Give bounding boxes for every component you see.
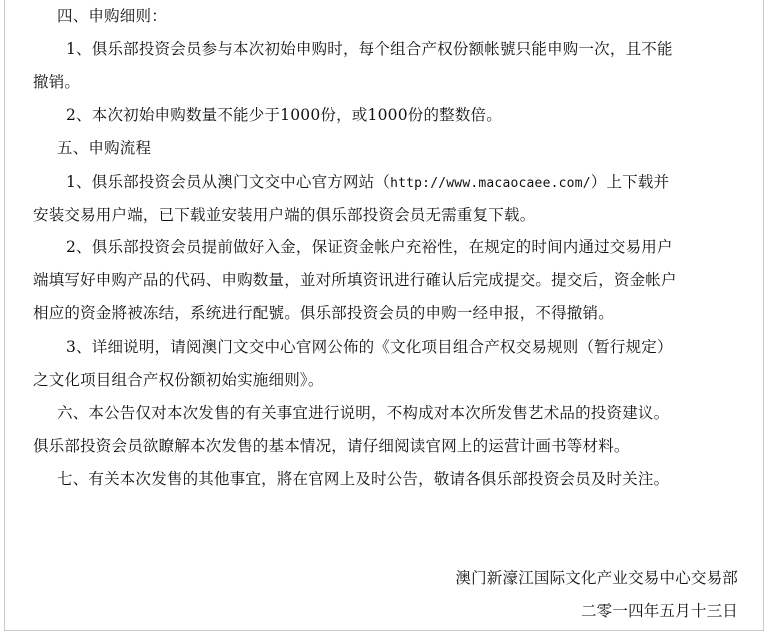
signature-organization: 澳门新濠江国际文化产业交易中心交易部	[455, 569, 738, 587]
section-6-line-2: 俱乐部投资会员欲瞭解本次发售的基本情况，请仔细阅读官网上的运营计画书等材料。	[33, 437, 630, 455]
section-5-item-1-text-a: 1、俱乐部投资会员从澳门文交中心官方网站（	[66, 173, 391, 191]
section-5-item-1-line-2: 安装交易用户端，已下载並安装用户端的俱乐部投资会员无需重复下载。	[33, 206, 536, 224]
section-4-item-2: 2、本次初始申购数量不能少于1000份，或1000份的整数倍。	[66, 106, 502, 124]
section-5-item-2-line-2: 端填写好申购产品的代码、申购数量，並对所填资讯进行確认后完成提交。提交后，资金帐户	[33, 271, 677, 289]
section-4-item-1-line-1: 1、俱乐部投资会员参与本次初始申购时，每个组合产权份额帐號只能申购一次，且不能	[66, 40, 673, 58]
section-4-heading: 四、申购细则：	[57, 7, 167, 25]
official-website-link[interactable]: http://www.macaocaee.com/	[390, 176, 591, 191]
section-5-item-2-line-1: 2、俱乐部投资会员提前做好入金，保证资金帐户充裕性，在规定的时间内通过交易用户	[66, 238, 673, 256]
section-6-line-1: 六、本公告仅对本次发售的有关事宜进行说明，不构成对本次所发售艺术品的投资建议。	[57, 404, 670, 422]
section-5-item-3-line-2: 之文化项目组合产权份额初始实施细则》。	[33, 371, 324, 389]
section-7: 七、有关本次发售的其他事宜，將在官网上及时公告，敬请各俱乐部投资会员及时关注。	[57, 470, 670, 488]
section-5-item-2-line-3: 相应的资金將被冻结，系统进行配號。俱乐部投资会员的申购一经申报，不得撤销。	[33, 304, 614, 322]
section-4-item-1-line-2: 撤销。	[33, 73, 81, 91]
signature-date: 二零一四年五月十三日	[580, 602, 738, 620]
section-5-item-3-line-1: 3、详细说明，请阅澳门文交中心官网公佈的《文化项目组合产权交易规则（暂行规定）	[66, 338, 673, 356]
section-5-item-1-line-1	[66, 172, 669, 194]
section-5-item-1-text-b: ）上下载并	[590, 173, 670, 191]
section-5-heading: 五、申购流程	[57, 139, 152, 157]
